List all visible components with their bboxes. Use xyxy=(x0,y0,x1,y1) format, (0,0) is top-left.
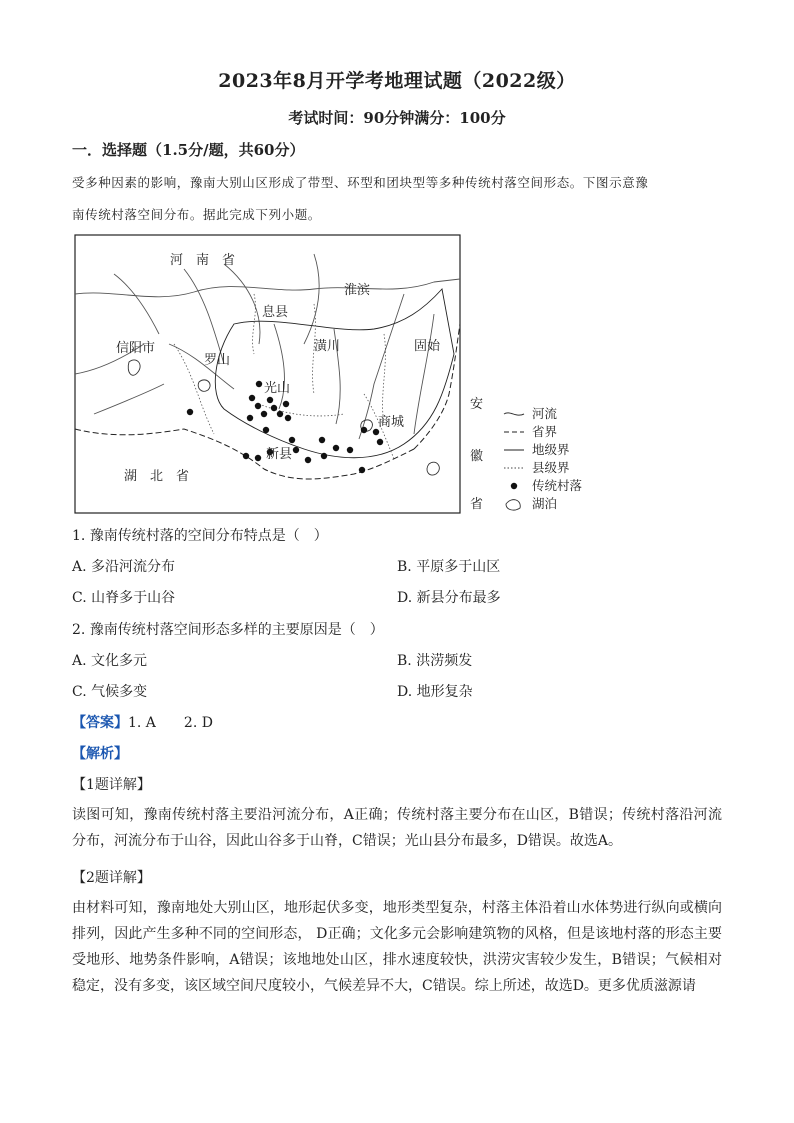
village-dot xyxy=(247,415,253,421)
q1-option-b: B. 平原多于山区 xyxy=(397,559,501,575)
legend-village: 传统村落 xyxy=(532,478,583,493)
label-xinxian: 新县 xyxy=(266,447,293,462)
q2-option-a: A. 文化多元 xyxy=(72,653,148,669)
answer-text: 1. A 2. D xyxy=(128,715,213,731)
village-dot xyxy=(283,401,289,407)
village-dot xyxy=(261,411,267,417)
question-2-stem: 2. 豫南传统村落空间形态多样的主要原因是（ ） xyxy=(72,622,384,638)
label-xixian: 息县 xyxy=(262,305,289,320)
village-dot xyxy=(277,411,283,417)
q2-option-d: D. 地形复杂 xyxy=(397,684,473,700)
label-shangcheng: 商城 xyxy=(378,415,405,430)
map-legend xyxy=(504,406,583,511)
label-an: 安 xyxy=(470,397,484,412)
village-dot xyxy=(359,467,365,473)
q1-option-a: A. 多沿河流分布 xyxy=(72,559,176,575)
page-title: 2023年8月开学考地理试题（2022级） xyxy=(218,70,576,92)
legend-county: 县级界 xyxy=(532,460,570,475)
village-dot xyxy=(305,457,311,463)
intro-line-2: 南传统村落空间分布。据此完成下列小题。 xyxy=(72,207,321,222)
village-dot xyxy=(319,437,325,443)
village-dot xyxy=(293,447,299,453)
village-dot xyxy=(347,447,353,453)
legend-province: 省界 xyxy=(532,424,558,439)
q1-option-d: D. 新县分布最多 xyxy=(397,590,501,606)
label-luoshan: 罗山 xyxy=(204,353,231,368)
detail-2-label: 【2题详解】 xyxy=(72,870,151,886)
label-hui: 徽 xyxy=(470,449,484,464)
village-dot xyxy=(377,439,383,445)
q2-option-c: C. 气候多变 xyxy=(72,684,148,700)
village-dot xyxy=(333,445,339,451)
village-dot xyxy=(187,409,193,415)
label-guangshan: 光山 xyxy=(264,381,291,396)
label-sheng: 省 xyxy=(470,497,484,512)
village-dot xyxy=(361,427,367,433)
village-distribution-map xyxy=(74,234,604,516)
label-henan: 河 南 省 xyxy=(170,253,236,268)
detail-1-text: 读图可知，豫南传统村落主要沿河流分布，A正确；传统村落主要分布在山区，B错误；传统村落沿河流分布，河流分布于山谷，因此山谷多于山脊，C错误；光山县分布最多，D错误。故选A。 xyxy=(72,807,722,849)
label-huaibin: 淮滨 xyxy=(344,283,371,298)
analysis-label: 【解析】 xyxy=(72,746,128,762)
village-dot xyxy=(321,453,327,459)
q1-option-c: C. 山脊多于山谷 xyxy=(72,590,176,606)
label-gushi: 固始 xyxy=(414,339,441,354)
legend-prefecture: 地级界 xyxy=(532,442,570,457)
q2-option-b: B. 洪涝频发 xyxy=(397,653,473,669)
village-dot xyxy=(289,437,295,443)
legend-lake: 湖泊 xyxy=(532,496,558,511)
village-dot xyxy=(271,405,277,411)
exam-info: 考试时间：90分钟满分：100分 xyxy=(288,109,506,127)
answer-label: 【答案】 xyxy=(72,715,128,731)
village-dot xyxy=(263,427,269,433)
answer-line xyxy=(72,712,213,732)
label-xinyang: 信阳市 xyxy=(116,341,156,356)
village-dot xyxy=(285,415,291,421)
village-dot xyxy=(256,381,262,387)
legend-river: 河流 xyxy=(532,406,558,421)
question-1-stem: 1. 豫南传统村落的空间分布特点是（ ） xyxy=(72,528,328,544)
village-dot xyxy=(249,395,255,401)
intro-line-1: 受多种因素的影响，豫南大别山区形成了带型、环型和团块型等多种传统村落空间形态。下图示意豫 xyxy=(72,175,649,190)
village-dot xyxy=(267,397,273,403)
section-heading: 一．选择题（1.5分/题，共60分） xyxy=(72,141,305,159)
village-dot xyxy=(255,403,261,409)
detail-1-label: 【1题详解】 xyxy=(72,777,151,793)
label-hubei: 湖 北 省 xyxy=(124,469,190,484)
detail-2-text: 由材料可知，豫南地处大别山区，地形起伏多变，地形类型复杂，村落主体沿着山水体势进行纵向或横向排列，因此产生多种不同的空间形态， D正确；文化多元会影响建筑物的风格，但是该地村落的形态主要受地形、地势条件影响，A错误；该地地处山区，排水速度较快，洪涝灾害较少发生，B错误；气候相对稳定，没有多变，该区域空间尺度较小，气候差异不大，C错误。综上所述，故选D。更多优质滋源请 xyxy=(72,900,722,994)
label-huangchuan: 潢川 xyxy=(314,339,341,354)
village-dot xyxy=(255,455,261,461)
village-dot xyxy=(243,453,249,459)
